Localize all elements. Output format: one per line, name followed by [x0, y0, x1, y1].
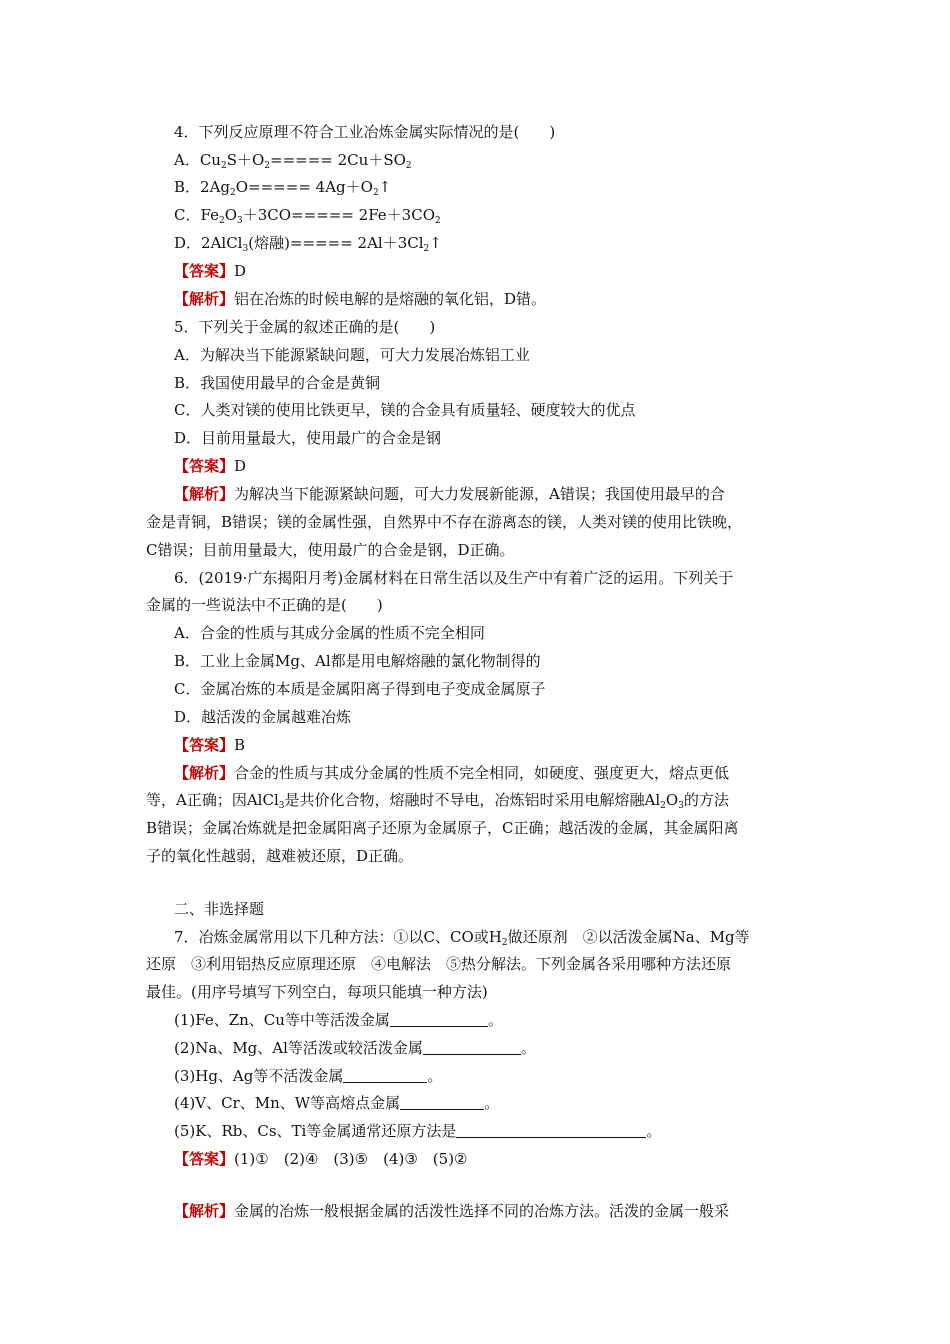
q6-option-a: A．合金的性质与其成分金属的性质不完全相同	[174, 624, 485, 642]
q7-stem-line1: 7．冶炼金属常用以下几种方法：①以C、CO或$H_2$做还原剂 ②以活泼金属Na、Mg等	[174, 928, 750, 948]
answer-tag: 【答案】	[174, 736, 235, 754]
answer-tag: 【答案】	[174, 262, 235, 280]
period: 。	[487, 1011, 503, 1029]
q6-stem-line2: 金属的一些说法中不正确的是( )	[146, 596, 383, 614]
q6-answer	[174, 735, 245, 755]
period: 。	[646, 1122, 662, 1140]
q4-option-d: D．2AlCl$_3$(熔融)===== $2Al+3Cl_2↑$	[174, 234, 442, 254]
q7-stem-line2: 还原 ③利用铝热反应原理还原 ④电解法 ⑤热分解法。下列金属各采用哪种方法还原	[146, 955, 732, 973]
q6-option-c: C．金属冶炼的本质是金属阳离子得到电子变成金属原子	[174, 680, 546, 698]
q7-part1-text: (1)Fe、Zn、Cu等中等活泼金属	[174, 1011, 390, 1029]
q7-explanation	[174, 1201, 729, 1221]
q5-explanation-line3: C错误；目前用量最大，使用最广的合金是钢，D正确。	[146, 541, 515, 559]
q7-part2	[174, 1038, 536, 1058]
answer-value: B	[234, 736, 246, 754]
period: 。	[484, 1094, 500, 1112]
answer-blank[interactable]	[390, 1012, 488, 1027]
answer-value: D	[234, 262, 247, 280]
q7-answer	[174, 1149, 468, 1169]
explanation-text: 合金的性质与其成分金属的性质不完全相同，如硬度、强度更大，熔点更低	[234, 764, 730, 782]
q5-explanation-line1	[174, 484, 725, 504]
explanation-tag: 【解析】	[174, 290, 235, 308]
q5-option-c: C．人类对镁的使用比铁更早，镁的合金具有质量轻、硬度较大的优点	[174, 401, 636, 419]
explanation-text: 金属的冶炼一般根据金属的活泼性选择不同的冶炼方法。活泼的金属一般采	[234, 1202, 730, 1220]
period: 。	[520, 1039, 536, 1057]
q6-option-d: D．越活泼的金属越难冶炼	[174, 708, 352, 726]
q5-explanation-line2: 金是青铜，B错误；镁的金属性强，自然界中不存在游离态的镁，人类对镁的使用比铁晚，	[146, 513, 743, 531]
q4-answer	[174, 261, 246, 281]
q4-option-c: C．$Fe_2O_3+3CO===== 2Fe+3CO_2$	[174, 206, 441, 226]
answer-blank[interactable]	[400, 1095, 484, 1110]
q4-explanation	[174, 289, 546, 309]
q7-part4-text: (4)V、Cr、Mn、W等高熔点金属	[174, 1094, 401, 1112]
answer-value: (1)① (2)④ (3)⑤ (4)③ (5)②	[234, 1150, 468, 1168]
q5-answer	[174, 456, 246, 476]
q5-option-a: A．为解决当下能源紧缺问题，可大力发展冶炼铝工业	[174, 346, 530, 364]
section-title: 二、非选择题	[174, 900, 265, 918]
period: 。	[427, 1067, 443, 1085]
q4-option-b: B．$2Ag_2O=====$ $4Ag+O_2↑$	[174, 178, 392, 198]
q5-stem: 5．下列关于金属的叙述正确的是( )	[174, 318, 436, 336]
explanation-tag: 【解析】	[174, 764, 235, 782]
q7-part2-text: (2)Na、Mg、Al等活泼或较活泼金属	[174, 1039, 423, 1057]
answer-blank[interactable]	[343, 1068, 427, 1083]
q7-part1	[174, 1010, 503, 1030]
answer-blank[interactable]	[456, 1123, 646, 1138]
explanation-text: 铝在冶炼的时候电解的是熔融的氧化铝，D错。	[234, 290, 547, 308]
explanation-text: 为解决当下能源紧缺问题，可大力发展新能源，A错误；我国使用最早的合	[234, 485, 725, 503]
q6-explanation-line3: B错误；金属冶炼就是把金属阳离子还原为金属原子，C正确；越活泼的金属，其金属阳离	[146, 819, 739, 837]
q7-stem-line3: 最佳。(用序号填写下列空白，每项只能填一种方法)	[146, 983, 488, 1001]
q7-part5-text: (5)K、Rb、Cs、Ti等金属通常还原方法是	[174, 1122, 457, 1140]
explanation-tag: 【解析】	[174, 1202, 235, 1220]
q7-part5	[174, 1121, 661, 1141]
q7-part3-text: (3)Hg、Ag等不活泼金属	[174, 1067, 344, 1085]
q6-explanation-line2: 等，A正确；因AlCl$_3$是共价化合物，熔融时不导电，冶炼铝时采用电解熔融$Al_2O_3$的方法	[146, 791, 729, 811]
answer-tag: 【答案】	[174, 457, 235, 475]
q4-stem: 4．下列反应原理不符合工业冶炼金属实际情况的是( )	[174, 123, 556, 141]
q5-option-b: B．我国使用最早的合金是黄铜	[174, 374, 381, 392]
answer-tag: 【答案】	[174, 1150, 235, 1168]
answer-value: D	[234, 457, 247, 475]
q6-option-b: B．工业上金属Mg、Al都是用电解熔融的氯化物制得的	[174, 652, 541, 670]
answer-blank[interactable]	[423, 1040, 521, 1055]
q6-stem-line1: 6．(2019·广东揭阳月考)金属材料在日常生活以及生产中有着广泛的运用。下列关于	[174, 569, 734, 587]
q6-explanation-line1	[174, 763, 729, 783]
q4-option-a: A．$Cu_2S+O_2===== 2Cu+SO_2$	[174, 151, 412, 171]
q5-option-d: D．目前用量最大，使用最广的合金是钢	[174, 429, 442, 447]
q7-part3	[174, 1066, 442, 1086]
q7-part4	[174, 1093, 499, 1113]
q6-explanation-line4: 子的氧化性越弱，越难被还原，D正确。	[146, 847, 414, 865]
explanation-tag: 【解析】	[174, 485, 235, 503]
